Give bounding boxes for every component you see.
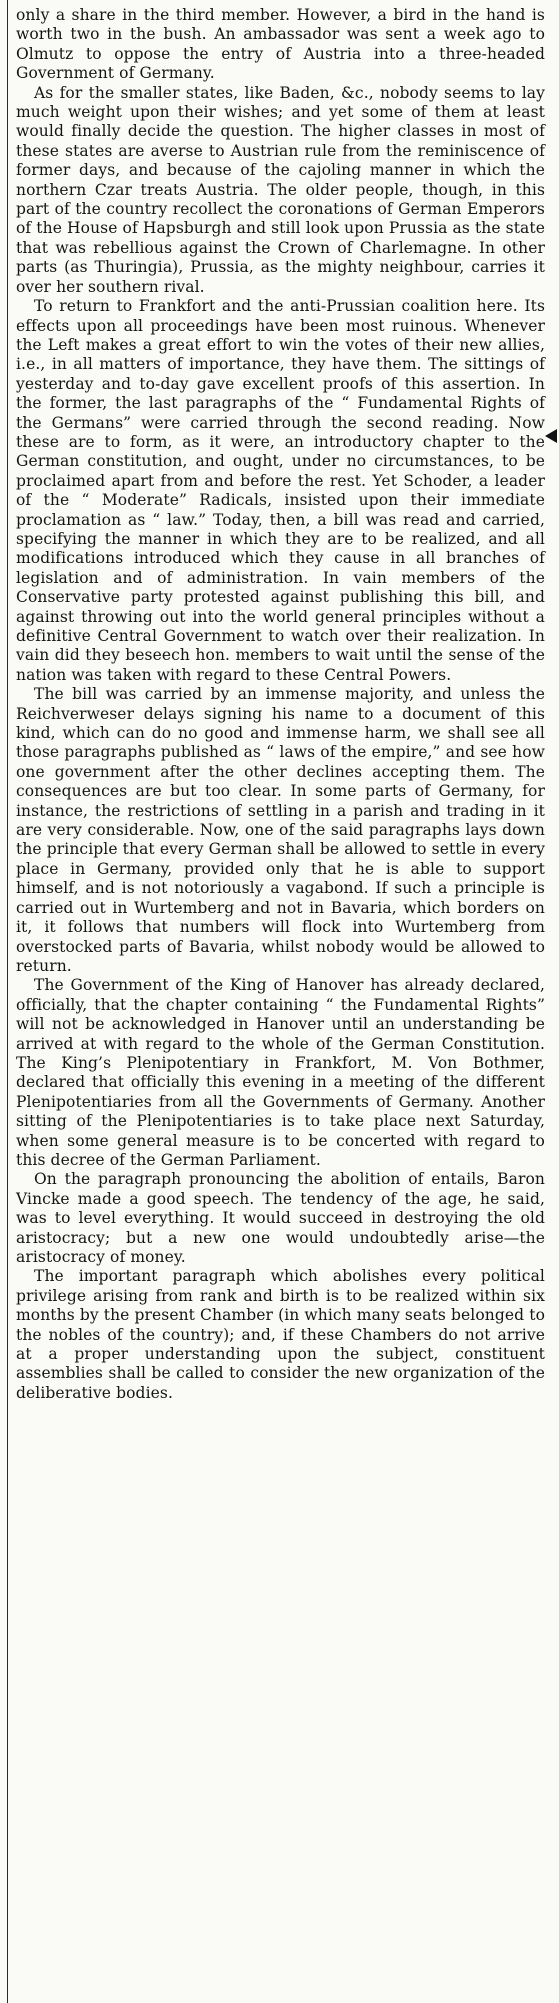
paragraph-4: The bill was carried by an immense majority, and unless the Reichverweser delays signing his name to a document of this kind, which can do no good and immense harm, we shall see all those paragraphs published as “ laws of the empire,” and see how one government after the other declines accepting them. The consequences are but too clear. In some parts of Germany, for instance, the restrictions of settling in a parish and trading in it are very considerable. Now, one of the said paragraphs lays down the principle that every German shall be allowed to settle in every place in Germany, provided only that he is able to support himself, and is not notoriously a vagabond. If such a principle is carried out in Wurtemberg and not in Bavaria, which borders on it, it follows that numbers will flock into Wurtemberg from overstocked parts of Bavaria, whilst nobody would be allowed to return. — [16, 685, 545, 975]
paragraph-3: To return to Frankfort and the anti-Prussian coalition here. Its effects upon all proceedings have been most ruinous. Whenever the Left makes a great effort to win the votes of their new allies, i.e., in all matters of importance, they have them. The sittings of yesterday and to-day gave excellent proofs of this assertion. In the former, the last paragraphs of the “ Fundamental Rights of the Germans” were carried through the second reading. Now these are to form, as it were, an introductory chapter to the German constitution, and ought, under no circumstances, to be proclaimed apart from and before the rest. Yet Schoder, a leader of the “ Moderate” Radicals, insisted upon their immediate proclamation as “ law.” Today, then, a bill was read and carried, specifying the manner in which they are to be realized, and all modifications introduced which they cause in all branches of legislation and of administration. In vain members of the Conservative party protested against publishing this bill, and against throwing out into the world general principles without a definitive Central Government to watch over their realization. In vain did they beseech hon. members to wait until the sense of the nation was taken with regard to these Central Powers. — [16, 297, 545, 684]
paragraph-1: only a share in the third member. However, a bird in the hand is worth two in the bush. An ambassador was sent a week ago to Olmutz to oppose the entry of Austria into a three-headed Government of Germany. — [16, 6, 545, 83]
paragraph-7: The important paragraph which abolishes every political privilege arising from rank and birth is to be realized within six months by the present Chamber (in which many seats belonged to the nobles of the country); and, if these Chambers do not arrive at a proper understanding upon the subject, constituent assemblies shall be called to consider the new organization of the deliberative bodies. — [16, 1267, 545, 1402]
paragraph-6: On the paragraph pronouncing the abolition of entails, Baron Vincke made a good speech. The tendency of the age, he said, was to level everything. It would succeed in destroying the old aristocracy; but a new one would undoubtedly arise—the aristocracy of money. — [16, 1170, 545, 1266]
paragraph-2: As for the smaller states, like Baden, &c., nobody seems to lay much weight upon their wishes; and yet some of them at least would finally decide the question. The higher classes in most of these states are averse to Austrian rule from the reminiscence of former days, and because of the cajoling manner in which the northern Czar treats Austria. The older people, though, in this part of the country recollect the coronations of German Emperors of the House of Hapsburgh and still look upon Prussia as the state that was rebellious against the Crown of Charlemagne. In other parts (as Thuringia), Prussia, as the mighty neighbour, carries it over her southern rival. — [16, 83, 545, 296]
paragraph-5: The Government of the King of Hanover has already declared, officially, that the chapter containing “ the Fundamental Rights” will not be acknowledged in Hanover until an understanding be arrived at with regard to the whole of the German Constitution. The King’s Plenipotentiary in Frankfort, M. Von Bothmer, declared that officially this evening in a meeting of the different Plenipotentiaries from all the Governments of Germany. Another sitting of the Plenipotentiaries is to take place next Saturday, when some general measure is to be concerted with regard to this decree of the German Parliament. — [16, 976, 545, 1169]
pointer-mark-icon — [545, 429, 557, 443]
